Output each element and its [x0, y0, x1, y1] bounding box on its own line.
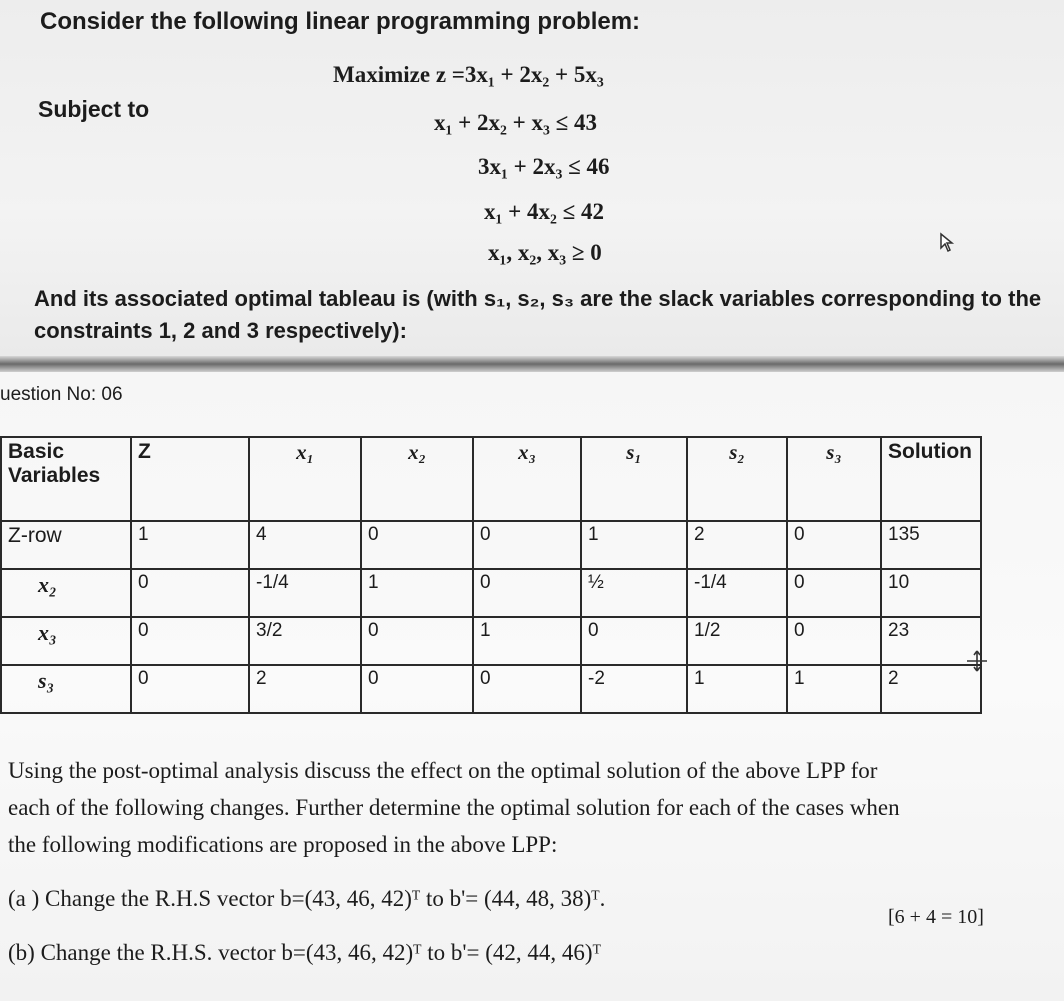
table-cell: 0: [787, 569, 881, 617]
header-s3: s₃: [787, 437, 881, 521]
table-cell: 1: [473, 617, 581, 665]
question-text-line-1: Using the post-optimal analysis discuss the effect on the optimal solution of the above LPP for: [8, 758, 878, 783]
table-cell: 0: [473, 521, 581, 569]
header-solution: Solution: [881, 437, 981, 521]
tableau-intro-line-1: And its associated optimal tableau is (with s₁, s₂, s₃ are the slack variables corresponding to the: [34, 286, 1042, 311]
table-cell: 0: [787, 521, 881, 569]
part-a: (a ) Change the R.H.S vector b=(43, 46, 42)ᵀ to b'= (44, 48, 38)ᵀ.: [8, 886, 606, 911]
table-cell: 10: [881, 569, 981, 617]
table-cell: 0: [361, 521, 473, 569]
constraint-3: x₁ + 4x₂ ≤ 42: [484, 199, 605, 224]
header-x3: x₃: [473, 437, 581, 521]
table-cell: 1/2: [687, 617, 787, 665]
table-row: [1, 665, 981, 713]
table-row: [1, 569, 981, 617]
problem-heading: Consider the following linear programming problem:: [40, 8, 641, 35]
table-cell: -1/4: [249, 569, 361, 617]
table-cell: -1/4: [687, 569, 787, 617]
question-text-line-2: each of the following changes. Further determine the optimal solution for each of the cases when: [8, 795, 900, 820]
table-cell: 0: [473, 665, 581, 713]
table-cell: 4: [249, 521, 361, 569]
header-x2: x₂: [361, 437, 473, 521]
subject-to-label: Subject to: [38, 96, 150, 122]
row-label-x2: x₂: [1, 569, 131, 617]
table-cell: 2: [687, 521, 787, 569]
tableau-intro-line-2: constraints 1, 2 and 3 respectively):: [34, 318, 407, 343]
table-cell: 1: [787, 665, 881, 713]
row-label-z: Z-row: [1, 521, 131, 569]
panel-divider: [0, 356, 1064, 372]
table-cell: 0: [131, 569, 249, 617]
table-cell: 0: [131, 665, 249, 713]
resize-cursor-icon: [966, 650, 988, 672]
question-number: uestion No: 06: [0, 384, 123, 405]
header-basic-variables: Basic Variables: [1, 437, 131, 521]
table-cell: 0: [787, 617, 881, 665]
table-cell: ½: [581, 569, 687, 617]
mouse-pointer-icon: [938, 232, 956, 254]
table-row: [1, 617, 981, 665]
table-cell: 2: [881, 665, 981, 713]
table-cell: 0: [361, 617, 473, 665]
constraint-1: x₁ + 2x₂ + x₃ ≤ 43: [434, 110, 598, 135]
table-cell: 0: [473, 569, 581, 617]
tableau-header-row: [1, 437, 981, 521]
row-label-x3: x₃: [1, 617, 131, 665]
nonnegativity-constraint: x₁, x₂, x₃ ≥ 0: [488, 240, 602, 265]
header-s1: s₁: [581, 437, 687, 521]
table-cell: 0: [361, 665, 473, 713]
row-label-s3: s₃: [1, 665, 131, 713]
table-cell: -2: [581, 665, 687, 713]
table-cell: 2: [249, 665, 361, 713]
marks-allocation: [6 + 4 = 10]: [888, 906, 984, 928]
table-cell: 0: [581, 617, 687, 665]
constraint-2: 3x₁ + 2x₃ ≤ 46: [478, 154, 610, 179]
table-cell: 1: [687, 665, 787, 713]
table-cell: 1: [581, 521, 687, 569]
header-z: Z: [131, 437, 249, 521]
table-cell: 1: [361, 569, 473, 617]
question-text-line-3: the following modifications are proposed in the above LPP:: [8, 832, 558, 857]
part-b: (b) Change the R.H.S. vector b=(43, 46, 42)ᵀ to b'= (42, 44, 46)ᵀ: [8, 940, 601, 965]
header-x1: x₁: [249, 437, 361, 521]
table-row: [1, 521, 981, 569]
optimal-tableau: [0, 436, 982, 714]
table-cell: 3/2: [249, 617, 361, 665]
table-cell: 0: [131, 617, 249, 665]
table-cell: 1: [131, 521, 249, 569]
table-cell: 135: [881, 521, 981, 569]
header-s2: s₂: [687, 437, 787, 521]
table-cell: 23: [881, 617, 981, 665]
objective-function: Maximize z =3x₁ + 2x₂ + 5x₃: [333, 62, 604, 87]
